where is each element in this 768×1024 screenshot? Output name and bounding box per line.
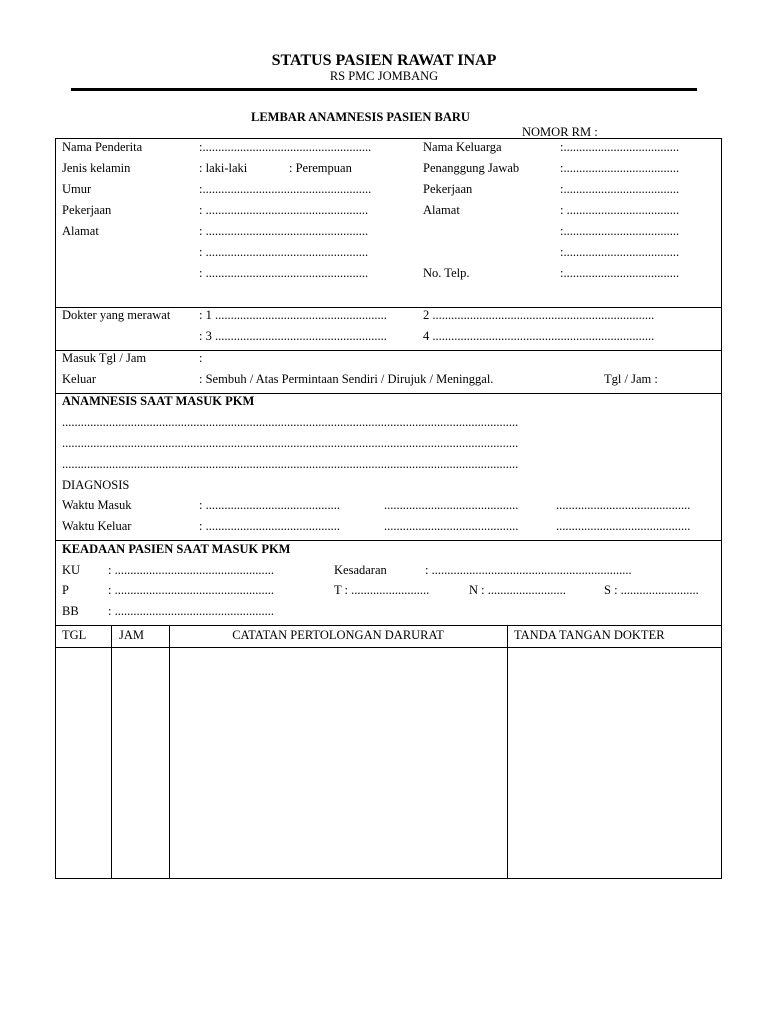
field-no-telp[interactable]: :..................................... xyxy=(560,266,680,280)
label-waktu-keluar: Waktu Keluar xyxy=(62,519,132,533)
field-alamat-1[interactable]: : .................................................... xyxy=(199,224,369,238)
field-anamnesis-line-2[interactable]: .................................................................................................................................................. xyxy=(62,437,519,450)
field-dokter-1[interactable]: : 1 ....................................................... xyxy=(199,308,387,322)
field-anamnesis-line-3[interactable]: .................................................................................................................................................. xyxy=(62,458,519,471)
table-cell-jam[interactable] xyxy=(112,648,169,878)
sheet-title: LEMBAR ANAMNESIS PASIEN BARU xyxy=(251,110,470,124)
field-penanggung-jawab[interactable]: :..................................... xyxy=(560,161,680,175)
field-p[interactable]: : ................................................... xyxy=(108,583,274,597)
field-anamnesis-line-1[interactable]: .................................................................................................................................................. xyxy=(62,416,519,429)
field-waktu-keluar-3[interactable]: ........................................... xyxy=(556,519,691,533)
label-p: P xyxy=(62,583,69,597)
label-nama-penderita: Nama Penderita xyxy=(62,140,143,154)
rm-number-label: NOMOR RM : xyxy=(522,125,598,139)
label-waktu-masuk: Waktu Masuk xyxy=(62,498,132,512)
table-cell-catatan[interactable] xyxy=(170,648,507,878)
table-cell-tanda-tangan[interactable] xyxy=(508,648,721,878)
label-no-telp: No. Telp. xyxy=(423,266,470,280)
field-dokter-2[interactable]: 2 ....................................................................... xyxy=(423,308,655,322)
field-waktu-masuk-3[interactable]: ........................................... xyxy=(556,498,691,512)
field-waktu-masuk-2[interactable]: ........................................... xyxy=(384,498,519,512)
field-nama-penderita[interactable]: :...................................................... xyxy=(199,140,372,154)
table-header-tgl: TGL xyxy=(62,628,87,642)
field-pekerjaan[interactable]: : .................................................... xyxy=(199,203,369,217)
label-diagnosis: DIAGNOSIS xyxy=(62,478,130,492)
field-alamat-keluarga-1[interactable]: : .................................... xyxy=(560,203,680,217)
field-ku[interactable]: : ................................................... xyxy=(108,563,274,577)
label-kesadaran: Kesadaran xyxy=(334,563,387,577)
divider xyxy=(55,540,722,541)
label-dokter: Dokter yang merawat xyxy=(62,308,171,322)
label-tgl-jam: Tgl / Jam : xyxy=(604,372,658,386)
field-dokter-3[interactable]: : 3 ....................................................... xyxy=(199,329,387,343)
label-nama-keluarga: Nama Keluarga xyxy=(423,140,502,154)
field-alamat-3[interactable]: : .................................................... xyxy=(199,266,369,280)
field-waktu-keluar-1[interactable]: : ........................................... xyxy=(199,519,340,533)
label-pekerjaan-keluarga: Pekerjaan xyxy=(423,182,473,196)
field-kesadaran[interactable]: : ................................................................ xyxy=(425,563,632,577)
label-penanggung-jawab: Penanggung Jawab xyxy=(423,161,520,175)
field-bb[interactable]: : ................................................... xyxy=(108,604,274,618)
field-n[interactable]: N : ......................... xyxy=(469,583,566,597)
label-jenis-kelamin: Jenis kelamin xyxy=(62,161,131,175)
field-masuk[interactable]: : xyxy=(199,351,203,365)
table-header-jam: JAM xyxy=(119,628,145,642)
label-masuk: Masuk Tgl / Jam xyxy=(62,351,147,365)
field-pekerjaan-keluarga[interactable]: :..................................... xyxy=(560,182,680,196)
option-laki-laki[interactable]: : laki-laki xyxy=(199,161,248,175)
label-alamat: Alamat xyxy=(62,224,99,238)
label-alamat-keluarga: Alamat xyxy=(423,203,460,217)
field-t[interactable]: T : ......................... xyxy=(334,583,430,597)
field-umur[interactable]: :...................................................... xyxy=(199,182,372,196)
hospital-name: RS PMC JOMBANG xyxy=(329,69,439,83)
label-pekerjaan: Pekerjaan xyxy=(62,203,112,217)
field-alamat-keluarga-3[interactable]: :..................................... xyxy=(560,245,680,259)
field-s[interactable]: S : ......................... xyxy=(604,583,699,597)
field-alamat-2[interactable]: : .................................................... xyxy=(199,245,369,259)
heading-keadaan: KEADAAN PASIEN SAAT MASUK PKM xyxy=(62,542,291,556)
option-perempuan[interactable]: : Perempuan xyxy=(289,161,352,175)
label-bb: BB xyxy=(62,604,79,618)
header-rule xyxy=(71,88,697,91)
label-ku: KU xyxy=(62,563,81,577)
table-cell-tgl[interactable] xyxy=(56,648,111,878)
table-header-tanda-tangan: TANDA TANGAN DOKTER xyxy=(514,628,665,642)
heading-anamnesis: ANAMNESIS SAAT MASUK PKM xyxy=(62,394,255,408)
field-dokter-4[interactable]: 4 ....................................................................... xyxy=(423,329,655,343)
page-title: STATUS PASIEN RAWAT INAP xyxy=(271,52,497,69)
divider xyxy=(55,350,722,351)
field-keluar-options[interactable]: : Sembuh / Atas Permintaan Sendiri / Dirujuk / Meninggal. xyxy=(199,372,494,386)
field-alamat-keluarga-2[interactable]: :..................................... xyxy=(560,224,680,238)
label-keluar: Keluar xyxy=(62,372,97,386)
table-header-catatan: CATATAN PERTOLONGAN DARURAT xyxy=(232,628,444,642)
field-waktu-keluar-2[interactable]: ........................................... xyxy=(384,519,519,533)
field-waktu-masuk-1[interactable]: : ........................................... xyxy=(199,498,340,512)
field-nama-keluarga[interactable]: :..................................... xyxy=(560,140,680,154)
divider xyxy=(55,625,722,626)
label-umur: Umur xyxy=(62,182,92,196)
